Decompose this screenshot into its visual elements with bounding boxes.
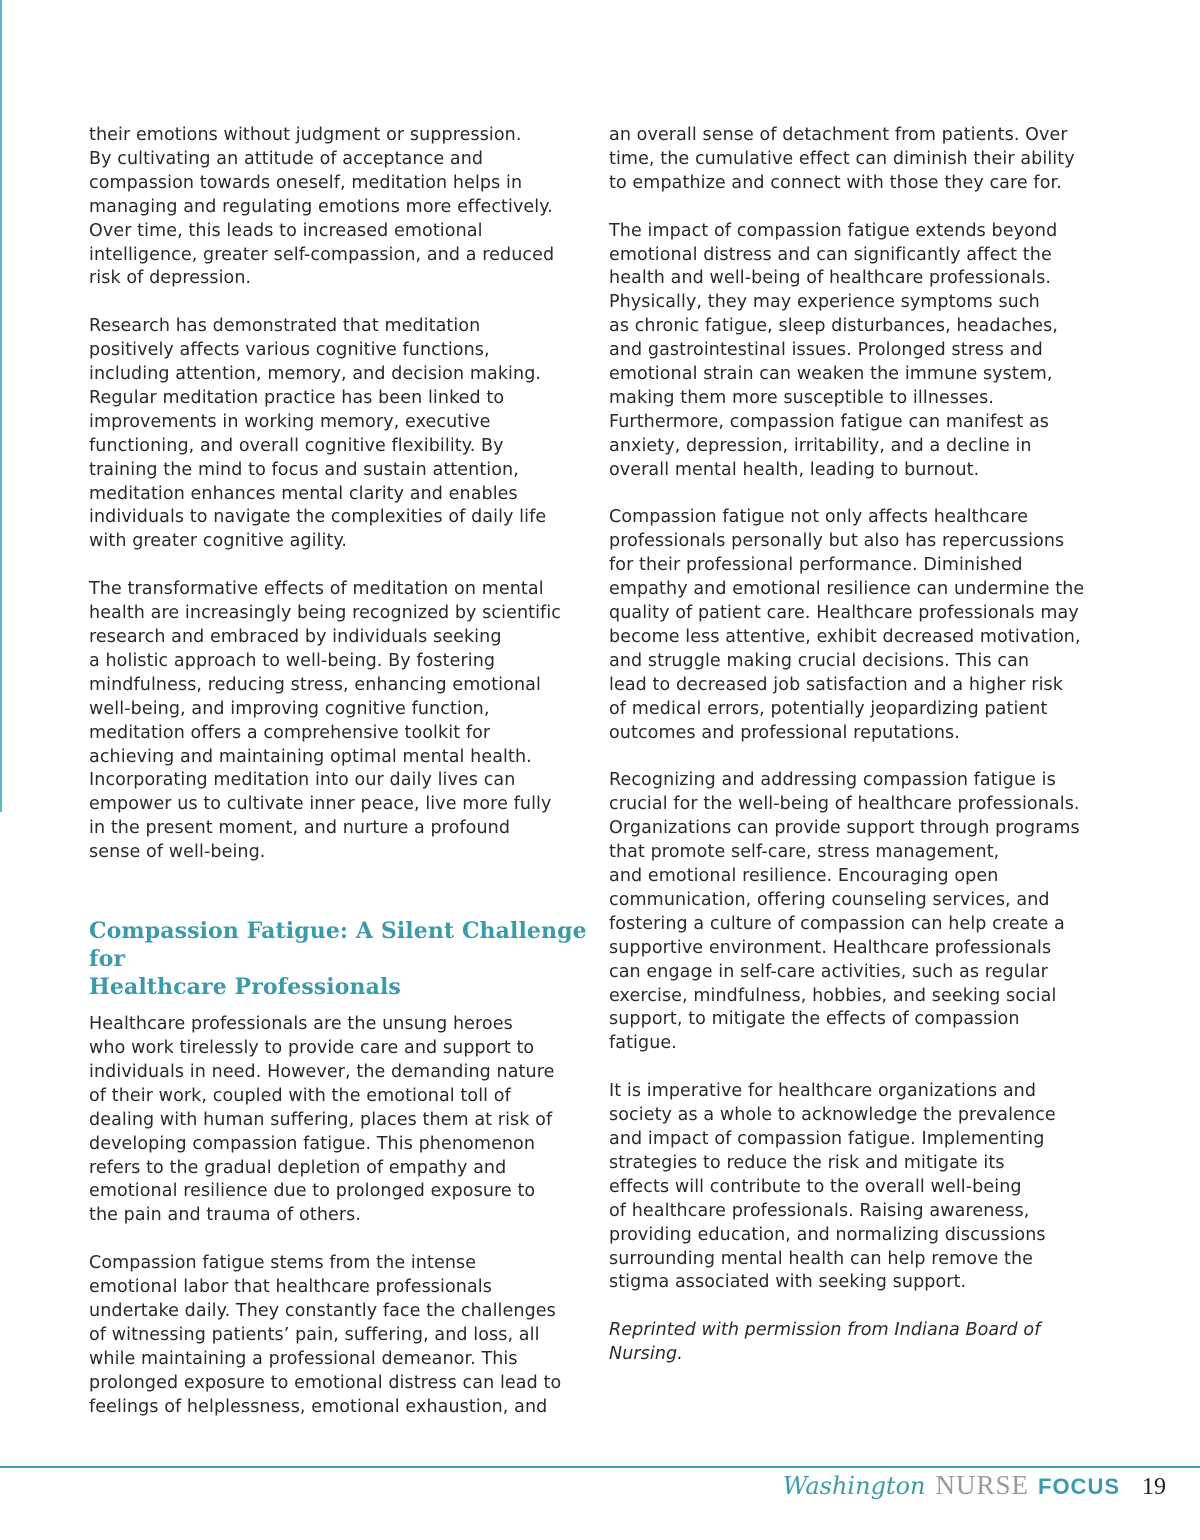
page-number: 19 bbox=[1142, 1474, 1166, 1500]
body-paragraph: Recognizing and addressing compassion fatigue is crucial for the well-being of healthcare professionals. Organizations can provide support through programs that promote self-care, stress management, and emotional resilience. Encouraging open communication, offering counseling services, and fostering a culture of compassion can help create a supportive environment. Healthcare professionals can engage in self-care activities, such as regular exercise, mindfulness, hobbies, and seeking social support, to mitigate the effects of compassion fatigue. bbox=[609, 770, 1080, 1054]
body-paragraph: Research has demonstrated that meditation positively affects various cognitive functions, including attention, memory, and decision making. Regular meditation practice has been linked to improvements in working memory, executive functioning, and overall cognitive flexibility. By training the mind to focus and sustain attention, meditation enhances mental clarity and enables individuals to navigate the complexities of daily life with greater cognitive agility. bbox=[89, 316, 547, 552]
body-paragraph: The impact of compassion fatigue extends beyond emotional distress and can significantly affect the health and well-being of healthcare professionals. Physically, they may experience symptoms such as chronic fatigue, sleep disturbances, headaches, and gastrointestinal issues. Prolonged stress and emotional strain can weaken the immune system, making them more susceptible to illnesses. Furthermore, compassion fatigue can manifest as anxiety, depression, irritability, and a decline in overall mental health, leading to burnout. bbox=[609, 220, 1059, 480]
footer-rule bbox=[0, 1466, 1200, 1468]
brand-nurse: NURSE bbox=[935, 1470, 1029, 1500]
page-footer bbox=[783, 1470, 1166, 1510]
section-heading: Compassion Fatigue: A Silent Challenge for Healthcare Professionals bbox=[89, 918, 587, 1001]
body-paragraph: Healthcare professionals are the unsung heroes who work tirelessly to provide care and support to individuals in need. However, the demanding nature of their work, coupled with the emotional toll of dealing with human suffering, places them at risk of developing compassion fatigue. This phenomenon refers to the gradual depletion of empathy and emotional resilience due to prolonged exposure to the pain and trauma of others. bbox=[89, 1014, 555, 1226]
body-paragraph: The transformative effects of meditation on mental health are increasingly being recognized by scientific research and embraced by individuals seeking a holistic approach to well-being. By fostering mindfulness, reducing stress, enhancing emotional well-being, and improving cognitive function, meditation offers a comprehensive toolkit for achieving and maintaining optimal mental health. Incorporating meditation into our daily lives can empower us to cultivate inner peace, live more fully in the present moment, and nurture a profound sense of well-being. bbox=[89, 579, 562, 863]
brand-focus: FOCUS bbox=[1038, 1474, 1120, 1499]
brand-script-washington: Washington bbox=[782, 1472, 926, 1500]
right-column bbox=[609, 124, 1119, 1391]
body-paragraph: It is imperative for healthcare organizations and society as a whole to acknowledge the prevalence and impact of compassion fatigue. Implementing strategies to reduce the risk and mitigate its effects will contribute to the overall well-being of healthcare professionals. Raising awareness, providing education, and normalizing discussions surrounding mental health can help remove the stigma associated with seeking support. bbox=[609, 1081, 1056, 1293]
reprint-credit: Reprinted with permission from Indiana Board of Nursing. bbox=[609, 1320, 1041, 1365]
body-paragraph: their emotions without judgment or suppression. By cultivating an attitude of acceptance and compassion towards oneself, meditation helps in managing and regulating emotions more effectively. Over time, this leads to increased emotional intelligence, greater self-compassion, and a reduced risk of depression. bbox=[89, 125, 555, 289]
body-paragraph: Compassion fatigue not only affects healthcare professionals personally but also has repercussions for their professional performance. Diminished empathy and emotional resilience can undermine the quality of patient care. Healthcare professionals may become less attentive, exhibit decreased motivation, and struggle making crucial decisions. This can lead to decreased job satisfaction and a higher risk of medical errors, potentially jeopardizing patient outcomes and professional reputations. bbox=[609, 507, 1085, 743]
left-accent-rule bbox=[0, 0, 2, 812]
left-column bbox=[89, 124, 599, 1443]
body-paragraph: an overall sense of detachment from patients. Over time, the cumulative effect can diminish their ability to empathize and connect with those they care for. bbox=[609, 125, 1075, 193]
body-paragraph: Compassion fatigue stems from the intense emotional labor that healthcare professionals undertake daily. They constantly face the challenges of witnessing patients’ pain, suffering, and loss, all while maintaining a professional demeanor. This prolonged exposure to emotional distress can lead to feelings of helplessness, emotional exhaustion, and bbox=[89, 1253, 562, 1417]
